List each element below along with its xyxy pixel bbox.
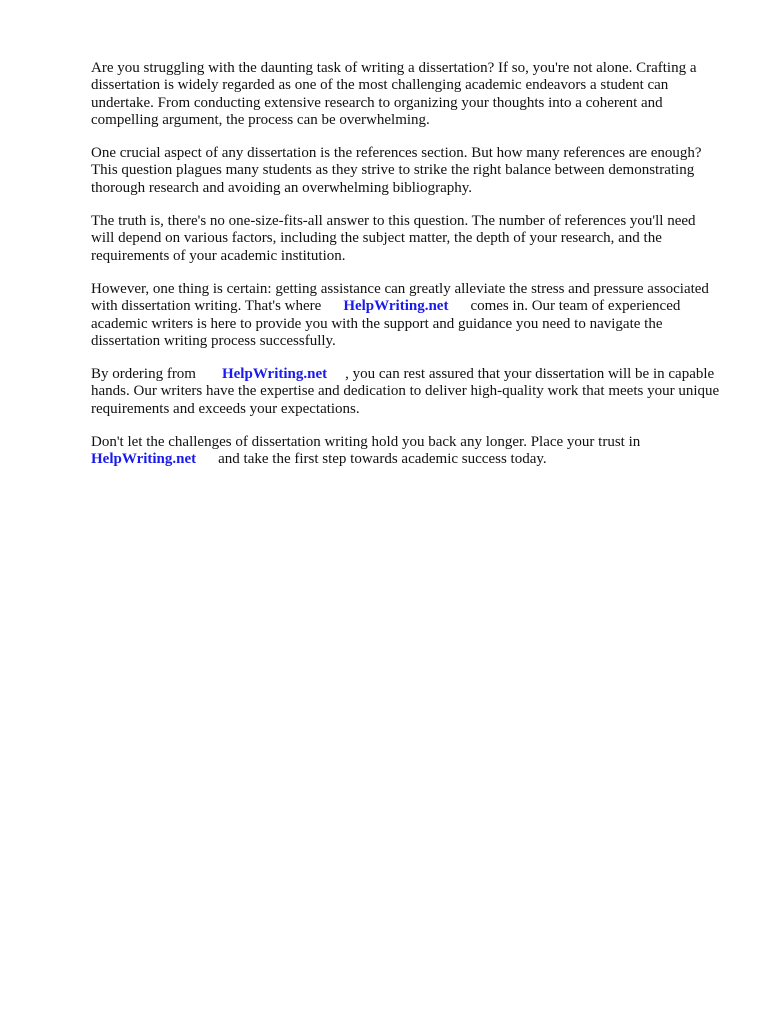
paragraph-intro: Are you struggling with the daunting task of writing a dissertation? If so, you're not alone. Crafting a dissertation is widely regarded as one of the most challenging academic endeavors a student can undertake. From conducting extensive research to organizing your thoughts into a coherent and compelling argument, the process can be overwhelming.	[91, 60, 697, 128]
paragraph-assistance-text-before: However, one thing is certain: getting assistance can greatly alleviate the stress and pressure associated with dissertation writing. That's where	[91, 280, 709, 315]
paragraph-assistance	[91, 281, 721, 350]
paragraph-closing-text-before: Don't let the challenges of dissertation writing hold you back any longer. Place your trust in	[91, 434, 641, 451]
helpwriting-link-3[interactable]: HelpWriting.net	[91, 451, 197, 468]
paragraph-assistance-text-after: comes in. Our team of experienced academic writers is here to provide you with the support and guidance you need to navigate the dissertation writing process successfully.	[91, 298, 681, 349]
paragraph-truth: The truth is, there's no one-size-fits-all answer to this question. The number of references you'll need will depend on various factors, including the subject matter, the depth of your research, and the requirements of your academic institution.	[91, 213, 696, 264]
document-page	[91, 60, 721, 485]
helpwriting-link-2[interactable]: HelpWriting.net	[221, 366, 328, 383]
paragraph-ordering-text-before: By ordering from	[91, 366, 196, 383]
paragraph-ordering	[91, 366, 721, 418]
paragraph-closing	[91, 434, 721, 469]
paragraph-ordering-text-after: , you can rest assured that your dissertation will be in capable hands. Our writers have the expertise and dedication to deliver high-quality work that meets your unique requirements and exceeds your expectations.	[91, 366, 720, 417]
paragraph-closing-text-after: and take the first step towards academic success today.	[218, 451, 547, 468]
paragraph-references: One crucial aspect of any dissertation is the references section. But how many references are enough? This question plagues many students as they strive to strike the right balance between demonstrating thorough research and avoiding an overwhelming bibliography.	[91, 145, 702, 196]
helpwriting-link-1[interactable]: HelpWriting.net	[343, 298, 449, 315]
